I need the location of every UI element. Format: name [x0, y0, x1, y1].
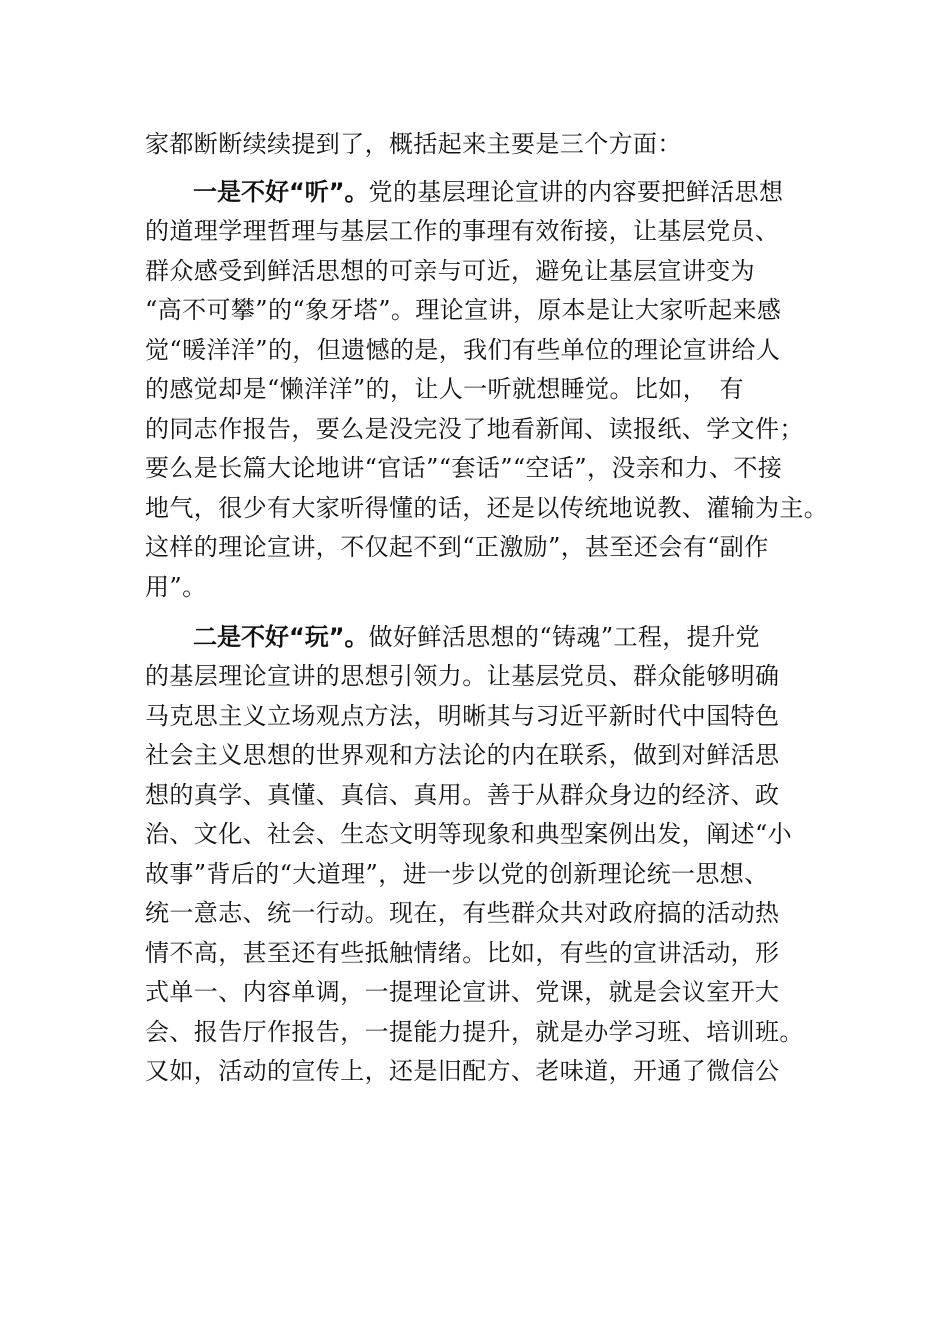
text-line: 的道理学理哲理与基层工作的事理有效衔接，让基层党员、 [145, 217, 780, 245]
text-line: 故事”背后的“大道理”，进一步以党的创新理论统一思想、 [145, 860, 769, 888]
text-line: 社会主义思想的世界观和方法论的内在联系，做到对鲜活思 [145, 741, 780, 769]
paragraph-first-line [193, 172, 783, 212]
text-line: 情不高，甚至还有些抵触情绪。比如，有些的宣讲活动，形 [145, 939, 780, 967]
text-line: 家都断断续续提到了，概括起来主要是三个方面： [145, 130, 682, 158]
section-heading: 一是不好“听”。 [193, 178, 369, 206]
text-line: 这样的理论宣讲，不仅起不到“正激励”，甚至还会有“副作 [145, 533, 769, 561]
text-line: 的基层理论宣讲的思想引领力。让基层党员、群众能够明确 [145, 662, 780, 690]
paragraph-text: 党的基层理论宣讲的内容要把鲜活思想 [368, 178, 784, 206]
text-line: 会、报告厅作报告，一提能力提升，就是办学习班、培训班。 [145, 1018, 804, 1046]
text-line: 地气，很少有大家听得懂的话，还是以传统地说教、灌输为主。 [145, 494, 829, 522]
text-line: 的同志作报告，要么是没完没了地看新闻、读报纸、学文件； [145, 415, 804, 443]
text-line: 治、文化、社会、生态文明等现象和典型案例出发，阐述“小 [145, 820, 793, 848]
text-line: 马克思主义立场观点方法，明晰其与习近平新时代中国特色 [145, 702, 780, 730]
paragraph-first-line [193, 617, 760, 657]
text-line: 的感觉却是“懒洋洋”的，让人一听就想睡觉。比如， 有 [145, 375, 744, 403]
text-line: 群众感受到鲜活思想的可亲与可近，避免让基层宣讲变为 [145, 257, 755, 285]
text-line: 觉“暖洋洋”的，但遗憾的是，我们有些单位的理论宣讲给人 [145, 336, 781, 364]
text-line: 又如，活动的宣传上，还是旧配方、老味道，开通了微信公 [145, 1057, 780, 1085]
section-heading: 二是不好“玩”。 [193, 623, 369, 651]
text-line: “高不可攀”的“象牙塔”。理论宣讲，原本是让大家听起来感 [145, 296, 782, 324]
text-line: 式单一、内容单调，一提理论宣讲、党课，就是会议室开大 [145, 978, 780, 1006]
text-line: 想的真学、真懂、真信、真用。善于从群众身边的经济、政 [145, 781, 780, 809]
paragraph-text: 做好鲜活思想的“铸魂”工程，提升党 [368, 623, 760, 651]
text-line: 统一意志、统一行动。现在，有些群众共对政府搞的活动热 [145, 899, 780, 927]
text-line: 用”。 [145, 573, 207, 601]
text-line: 要么是长篇大论地讲“官话”“套话”“空话”，没亲和力、不接 [145, 454, 783, 482]
